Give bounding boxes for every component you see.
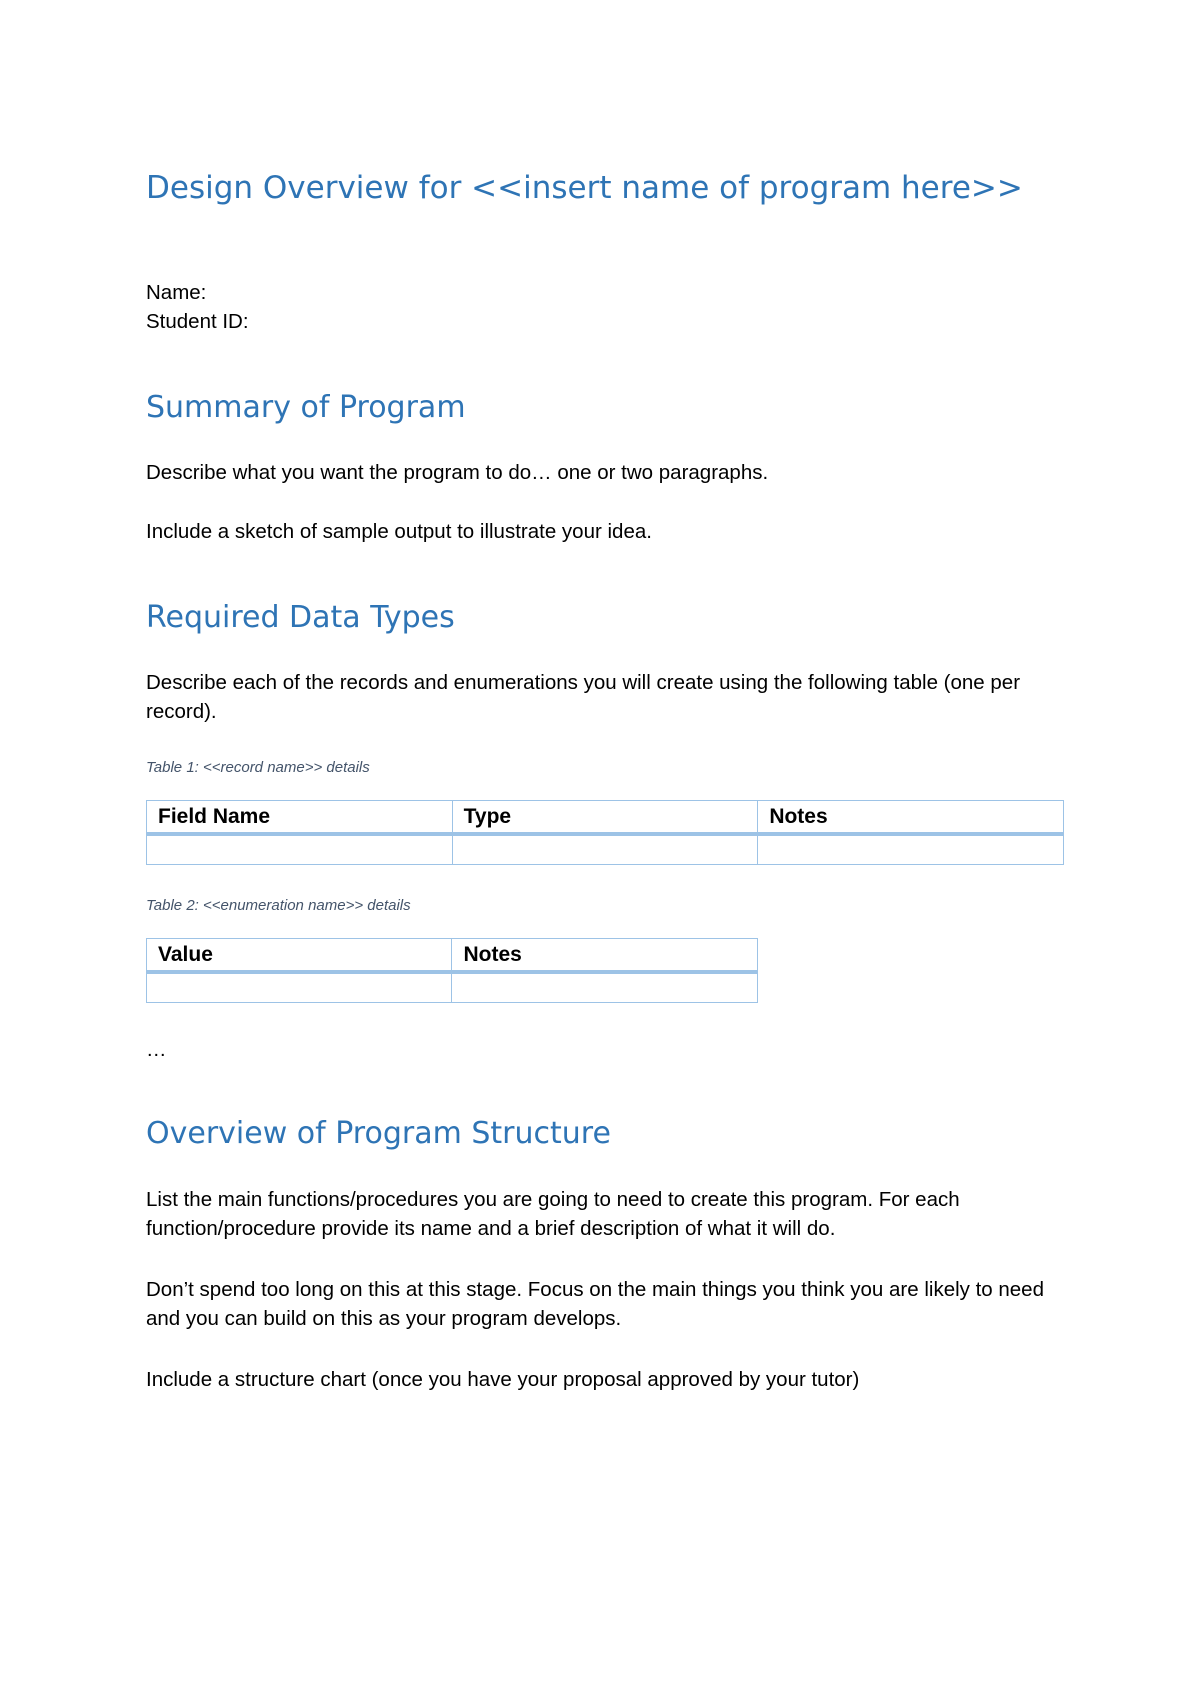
summary-paragraph-2: Include a sketch of sample output to illustrate your idea. — [146, 520, 652, 543]
ellipsis: … — [146, 1038, 167, 1061]
enumeration-table-row — [147, 972, 758, 1003]
record-table-header-row — [147, 801, 1064, 835]
table-cell[interactable] — [452, 972, 758, 1003]
table-1-caption: Table 1: <<record name>> details — [146, 759, 370, 776]
record-table-row — [147, 834, 1064, 865]
record-table-header: Notes — [758, 801, 1064, 835]
document-page — [146, 0, 1066, 1696]
record-table-header: Type — [452, 801, 758, 835]
table-cell[interactable] — [452, 834, 758, 865]
enumeration-table — [146, 938, 758, 1003]
structure-paragraph-3: Include a structure chart (once you have your proposal approved by your tutor) — [146, 1368, 860, 1391]
data-types-paragraph: Describe each of the records and enumerations you will create using the following table (one per record). — [146, 671, 1021, 723]
enumeration-table-header: Value — [147, 939, 452, 973]
name-label: Name: — [146, 281, 207, 304]
structure-paragraph-2: Don’t spend too long on this at this stage. Focus on the main things you think you are likely to need and you can build on this as your program develops. — [146, 1278, 1044, 1330]
document-title: Design Overview for <<insert name of program here>> — [146, 170, 1023, 206]
student-id-label: Student ID: — [146, 310, 249, 333]
summary-heading: Summary of Program — [146, 390, 466, 425]
summary-paragraph-1: Describe what you want the program to do… one or two paragraphs. — [146, 461, 769, 484]
table-2-caption: Table 2: <<enumeration name>> details — [146, 897, 411, 914]
enumeration-table-header: Notes — [452, 939, 758, 973]
record-table — [146, 800, 1064, 865]
table-cell[interactable] — [758, 834, 1064, 865]
enumeration-table-header-row — [147, 939, 758, 973]
record-table-header: Field Name — [147, 801, 453, 835]
table-cell[interactable] — [147, 834, 453, 865]
table-cell[interactable] — [147, 972, 452, 1003]
data-types-heading: Required Data Types — [146, 600, 455, 635]
structure-heading: Overview of Program Structure — [146, 1116, 611, 1151]
structure-paragraph-1: List the main functions/procedures you are going to need to create this program. For each function/procedure provide its name and a brief description of what it will do. — [146, 1188, 960, 1240]
